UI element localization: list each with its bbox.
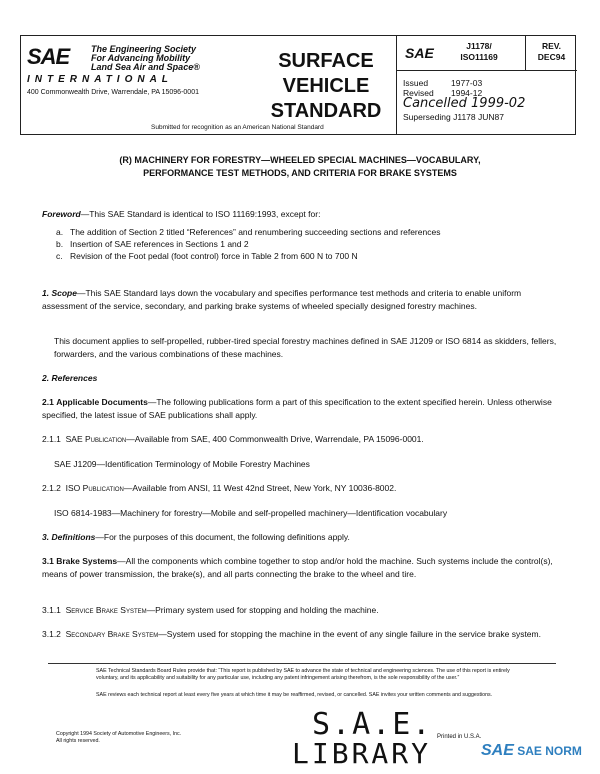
section-1-scope: 1. Scope—This SAE Standard lays down the vocabulary and specifies performance test methods and criteria to enable uniform assessment of the service, secondary, and parking brake systems of wheeled specially designed forestry machines. bbox=[42, 288, 522, 311]
doc-id-row bbox=[397, 36, 577, 71]
copyright: Copyright 1994 Society of Automotive Engineers, Inc. All rights reserved. bbox=[56, 731, 182, 744]
footer-divider bbox=[48, 663, 556, 664]
revised-date: 1994-12 bbox=[451, 87, 483, 98]
revision-cell: REV. DEC94 bbox=[525, 36, 577, 70]
watermark-logo: SAE bbox=[481, 742, 514, 759]
section-2-1-2-ref: ISO 6814-1983—Machinery for forestry—Mobile and self-propelled machinery—Identification vocabulary bbox=[54, 508, 448, 518]
foreword-paragraph: Foreword—This SAE Standard is identical to ISO 11169:1993, except for: bbox=[42, 209, 321, 219]
section-3-1: 3.1 Brake Systems—All the components which combine together to stop and/or hold the machine. Such systems include the control(s), means of power transmission, the brake(s), and all parts connecting the brake to the wheel and tire. bbox=[42, 556, 553, 579]
international-label: INTERNATIONAL bbox=[27, 74, 173, 85]
header-box bbox=[20, 35, 576, 135]
issued-date: 1977-03 bbox=[451, 78, 483, 88]
library-stamp-line-2: LIBRARY bbox=[292, 737, 432, 770]
cancelled-handwritten-note: Cancelled 1999-02 bbox=[403, 96, 526, 111]
section-2-1-1: 2.1.1 SAE Publication—Available from SAE, 400 Commonwealth Drive, Warrendale, PA 15096-0001. bbox=[42, 434, 424, 444]
sae-small-logo: SAE bbox=[405, 45, 434, 61]
sae-logo: SAE bbox=[27, 44, 70, 69]
footer-review-text: SAE reviews each technical report at least every five years at which time it may be reaffirmed, revised, or cancelled. SAE invites your written comments and suggestions. bbox=[96, 692, 493, 698]
section-3-definitions: 3. Definitions—For the purposes of this document, the following definitions apply. bbox=[42, 532, 350, 542]
society-tagline: The Engineering Society For Advancing Mobility Land Sea Air and Space® bbox=[91, 44, 200, 72]
superseding-note: Superseding J1178 JUN87 bbox=[403, 112, 504, 122]
watermark-text: SAE NORM bbox=[517, 744, 582, 758]
section-2-1-2: 2.1.2 ISO Publication—Available from ANSI, 11 West 42nd Street, New York, NY 10036-8002. bbox=[42, 483, 397, 493]
section-2-1: 2.1 Applicable Documents—The following publications form a part of this specification to the extent specified herein. Unless otherwise specified, the latest issue of SAE publications shall apply. bbox=[42, 397, 552, 420]
library-stamp-line-1: S.A.E. bbox=[312, 707, 433, 742]
header-right bbox=[396, 36, 577, 134]
doc-number: J1178/ ISO11169 bbox=[460, 41, 498, 62]
section-2-1-1-ref: SAE J1209—Identification Terminology of Mobile Forestry Machines bbox=[54, 459, 310, 469]
submitted-note: Submitted for recognition as an American National Standard bbox=[151, 124, 324, 131]
section-1-paragraph-2: This document applies to self-propelled, rubber-tired special forestry machines defined in SAE J1209 or ISO 6814 as skidders, fellers, forwarders, and the various combinations of these machines. bbox=[54, 336, 557, 359]
list-item: c. Revision of the Foot pedal (foot control) force in Table 2 from 600 N to 700 N bbox=[56, 251, 358, 261]
section-3-1-2: 3.1.2 Secondary Brake System—System used for stopping the machine in the event of any single failure in the service brake system. bbox=[42, 629, 541, 639]
doc-dates: Issued 1977-03 Revised 1994-12 bbox=[403, 78, 483, 98]
header-left bbox=[21, 36, 396, 134]
section-2-heading: 2. References bbox=[42, 373, 98, 383]
footer-rules-text: SAE Technical Standards Board Rules provide that: “This report is published by SAE to advance the state of technical and engineering sciences. The use of this report is entirely voluntary, and its applicability and suitability for any particular use, including any patent infringement arising therefrom, is the sole responsibility of the user.” bbox=[96, 668, 510, 681]
section-3-1-1: 3.1.1 Service Brake System—Primary system used for stopping and holding the machine. bbox=[42, 605, 379, 615]
list-item: b. Insertion of SAE references in Sections 1 and 2 bbox=[56, 239, 249, 249]
document-title: (R) MACHINERY FOR FORESTRY—WHEELED SPECIAL MACHINES—VOCABULARY, PERFORMANCE TEST METHODS, AND CRITERIA FOR BRAKE SYSTEMS bbox=[119, 155, 481, 178]
printed-in-usa: Printed in U.S.A. bbox=[437, 734, 482, 740]
sae-address: 400 Commonwealth Drive, Warrendale, PA 15096-0001 bbox=[27, 89, 199, 96]
list-item: a. The addition of Section 2 titled “References” and renumbering succeeding sections and references bbox=[56, 227, 441, 237]
sae-norm-watermark bbox=[481, 742, 582, 760]
standard-type-title: SURFACE VEHICLE STANDARD bbox=[270, 50, 382, 122]
